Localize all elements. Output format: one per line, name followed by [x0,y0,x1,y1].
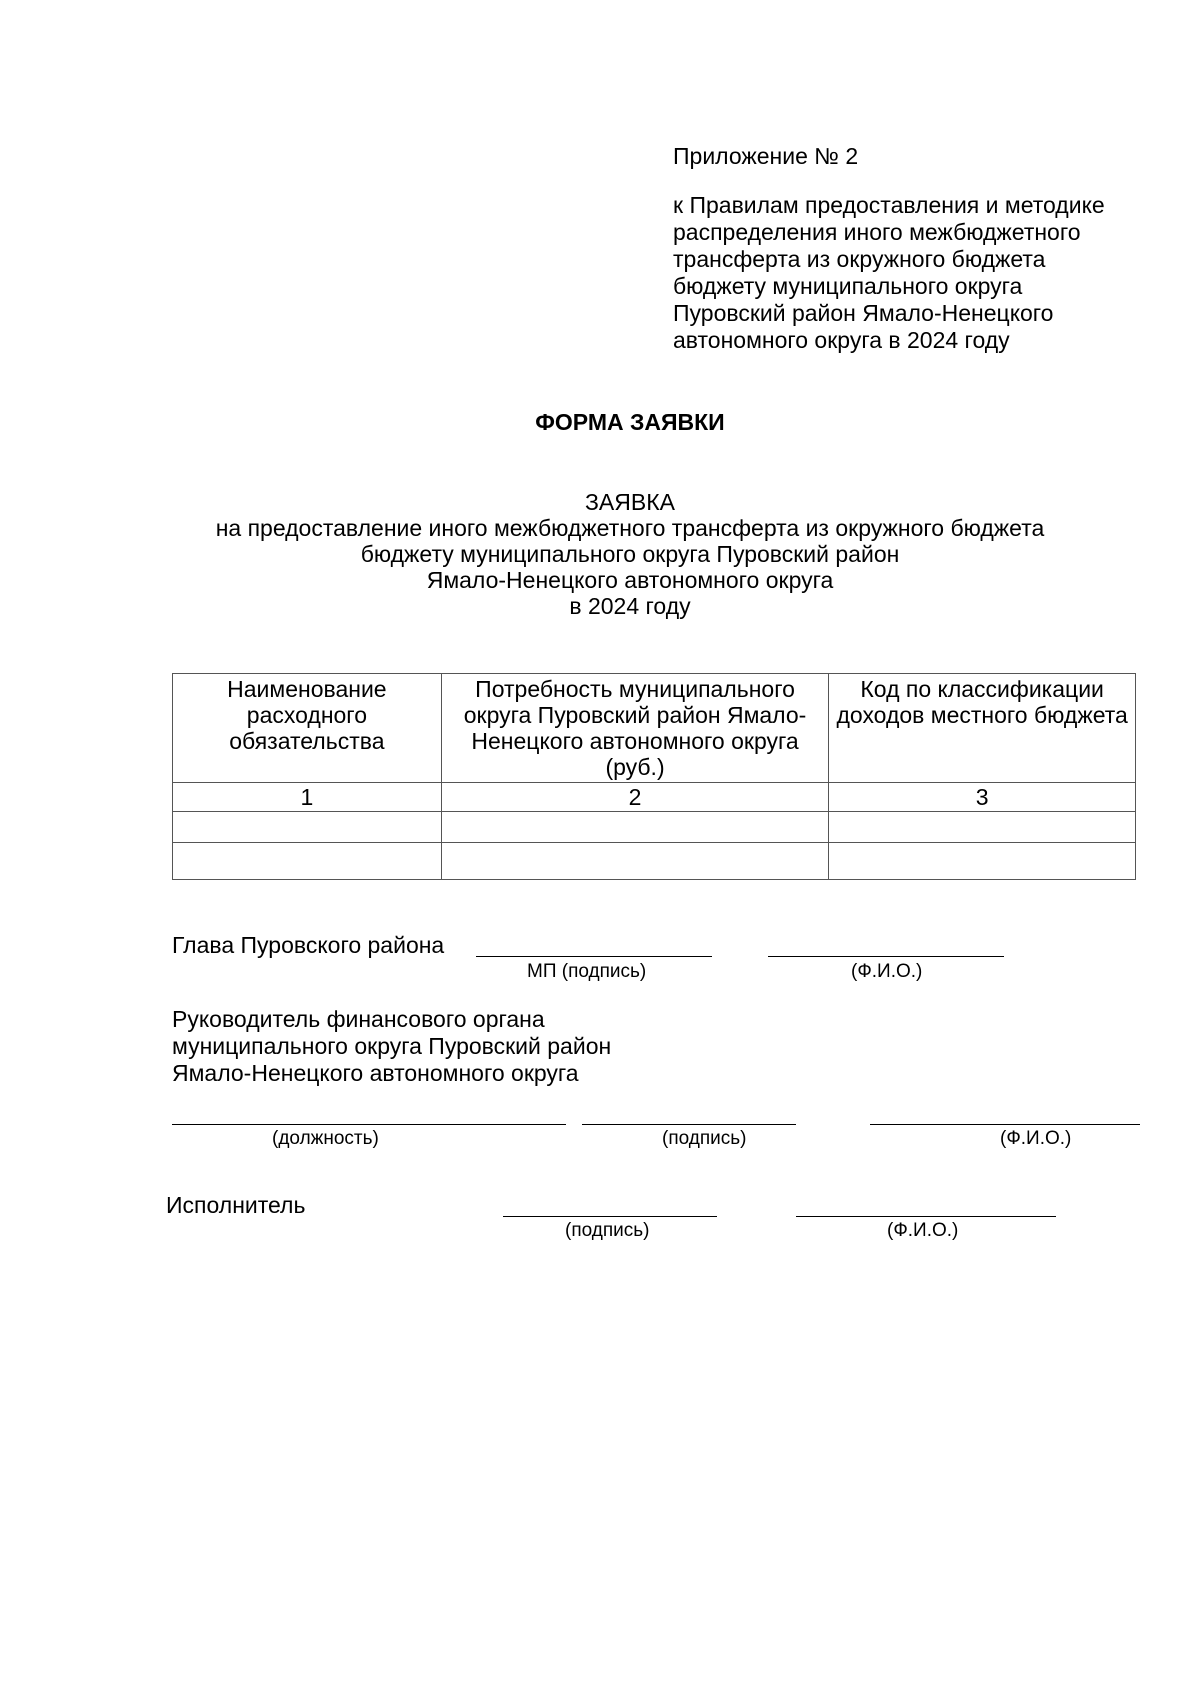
table-cell[interactable] [441,843,829,880]
table-row [173,812,1136,843]
table-cell[interactable] [829,843,1136,880]
appendix-reference-line: автономного округа в 2024 году [673,327,1010,353]
table-number-cell: 3 [829,783,1136,812]
finance-head-label-line: Руководитель финансового органа [172,1006,545,1032]
finance-signature-caption: (подпись) [662,1128,747,1149]
head-signature-caption: МП (подпись) [527,961,647,982]
table-number-cell: 1 [173,783,442,812]
table-header-cell: Потребность муниципального округа Пуровский район Ямало-Ненецкого автономного округа (руб.) [441,674,829,783]
request-line: ЗАЯВКА [585,489,675,515]
executor-label: Исполнитель [166,1192,306,1218]
appendix-reference-line: трансферта из окружного бюджета [673,246,1046,272]
table-cell[interactable] [441,812,829,843]
executor-signature-line[interactable] [503,1216,717,1217]
request-line: в 2024 году [569,593,691,619]
finance-signature-line[interactable] [582,1124,796,1125]
finance-name-caption: (Ф.И.О.) [1000,1128,1072,1149]
finance-head-label [172,1006,611,1087]
table-number-cell: 2 [441,783,829,812]
table-header-cell: Наименование расходного обязательства [173,674,442,783]
request-line: бюджету муниципального округа Пуровский район [360,541,900,567]
executor-signature-caption: (подпись) [565,1220,650,1241]
head-signature-line[interactable] [476,956,712,957]
finance-position-caption: (должность) [272,1128,379,1149]
table-row [173,843,1136,880]
finance-head-label-line: муниципального округа Пуровский район [172,1033,612,1059]
appendix-reference-line: к Правилам предоставления и методике [673,192,1105,218]
request-line: Ямало-Ненецкого автономного округа [426,567,834,593]
table-cell[interactable] [829,812,1136,843]
head-name-line[interactable] [768,956,1004,957]
appendix-reference-line: распределения иного межбюджетного [673,219,1081,245]
form-title: ФОРМА ЗАЯВКИ [535,409,725,435]
finance-head-label-line: Ямало-Ненецкого автономного округа [172,1060,579,1086]
table-header-row [173,674,1136,783]
appendix-reference-line: Пуровский район Ямало-Ненецкого [673,300,1054,326]
request-table [172,673,1136,880]
table-header-cell: Код по классификации доходов местного бюджета [829,674,1136,783]
request-heading [0,489,1200,619]
appendix-title: Приложение № 2 [673,143,859,169]
table-cell[interactable] [173,843,442,880]
executor-name-line[interactable] [796,1216,1056,1217]
executor-name-caption: (Ф.И.О.) [887,1220,959,1241]
appendix-reference [673,192,1173,354]
table-cell[interactable] [173,812,442,843]
appendix-reference-line: бюджету муниципального округа [673,273,1023,299]
head-name-caption: (Ф.И.О.) [851,961,923,982]
finance-position-line[interactable] [172,1124,566,1125]
request-line: на предоставление иного межбюджетного трансферта из окружного бюджета [215,515,1045,541]
head-signature-label: Глава Пуровского района [172,932,445,958]
table-number-row [173,783,1136,812]
appendix-block [673,143,1173,354]
finance-name-line[interactable] [870,1124,1140,1125]
